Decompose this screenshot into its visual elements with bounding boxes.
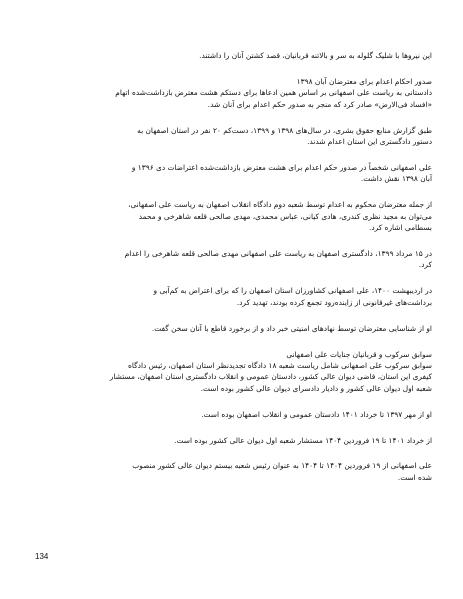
text-line: می‌توان به مجید نظری کندری، هادی کیانی، عباس محمدی، مهدی صالحی قلعه شاهرخی و محمد	[138, 211, 432, 221]
text-line: علی اصفهانی شخصاً در صدور حکم اعدام برای هشت معترض بازداشت‌شده اعتراضات دی ۱۳۹۶ و	[131, 162, 432, 172]
text-line: در اردیبهشت ۱۴۰۰، علی اصفهانی کشاورزان استان اصفهان را که برای اعتراض به کم‌آبی و	[153, 286, 432, 296]
text-line: در ۱۵ مرداد ۱۳۹۹، دادگستری اصفهان به ریاست علی اصفهانی مهدی صالحی قلعه شاهرخی را اعدام	[124, 248, 432, 258]
text-line: این نیروها با شلیک گلوله به سر و بالاتنه قربانیان، قصد کشتن آنان را داشتند.	[199, 51, 432, 60]
paragraph	[40, 76, 432, 110]
text-line: او از شناسایی معترضان توسط نهادهای امنیتی خبر داد و از برخورد قاطع با آنان سخن گفت.	[151, 323, 432, 333]
paragraph	[40, 125, 432, 148]
text-line: دستور دادگستری این استان اعدام شدند.	[307, 137, 432, 147]
text-line: از جمله معترضان محکوم به اعدام توسط شعبه دوم دادگاه انقلاب اصفهان به ریاست علی اصفهانی،	[128, 200, 432, 210]
text-line: آبان ۱۳۹۸ نقش داشت.	[360, 174, 432, 184]
paragraph	[40, 162, 432, 185]
text-line: کیفری این استان، قاضی دیوان عالی کشور، دادستان عمومی و انقلاب دادگستری استان اصفهان، مستشار	[109, 372, 432, 382]
paragraph	[40, 460, 432, 483]
paragraph	[40, 199, 432, 233]
document-body	[40, 50, 432, 498]
text-line: سوابق سرکوب علی اصفهانی شامل ریاست شعبه ۱۸ دادگاه تجدیدنظر استان اصفهان، رئیس دادگاه	[128, 360, 432, 370]
text-line: او از مهر ۱۳۹۷ تا خرداد ۱۴۰۱ دادستان عمومی و انقلاب اصفهان بوده است.	[201, 409, 432, 419]
text-line: از خرداد ۱۴۰۱ تا ۱۹ فروردین ۱۴۰۴ مستشار شعبه اول دیوان عالی کشور بوده است.	[174, 435, 432, 445]
text-line: صدور احکام اعدام برای معترضان آبان ۱۳۹۸	[296, 76, 432, 86]
text-line: «افساد فی‌الارض» صادر کرد که منجر به صدور حکم اعدام برای آنان شد.	[207, 99, 432, 109]
paragraph	[40, 435, 432, 446]
text-line: کرد.	[418, 260, 432, 270]
text-line: شده است.	[397, 472, 432, 482]
text-line: علی اصفهانی از ۱۹ فروردین ۱۴۰۴ تا ۱۴۰۴ به عنوان رئیس شعبه بیستم دیوان عالی کشور منصوب	[132, 461, 432, 471]
paragraph	[40, 248, 432, 271]
paragraph	[40, 349, 432, 395]
page-number: 134	[35, 552, 49, 561]
paragraph	[40, 285, 432, 308]
text-line: طبق گزارش منابع حقوق بشری، در سال‌های ۱۳۹۸ و ۱۳۹۹، دست‌کم ۲۰ نفر در استان اصفهان به	[137, 125, 432, 135]
text-line: بسطامی اشاره کرد.	[369, 223, 432, 233]
paragraph	[40, 409, 432, 420]
paragraph	[40, 323, 432, 334]
text-line: برداشت‌های غیرقانونی از زاینده‌رود تجمع کرده بودند، تهدید کرد.	[236, 297, 432, 307]
paragraph	[40, 50, 432, 61]
text-line: سوابق سرکوب و قربانیان جنایات علی اصفهانی	[286, 349, 432, 359]
text-line: دادستانی به ریاست علی اصفهانی بر اساس همین ادعاها برای دستکم هشت معترض بازداشت‌شده اتهام	[115, 88, 432, 98]
text-line: شعبه اول دیوان عالی کشور و دادیار دادسرای دیوان عالی کشور بوده است.	[200, 383, 432, 393]
